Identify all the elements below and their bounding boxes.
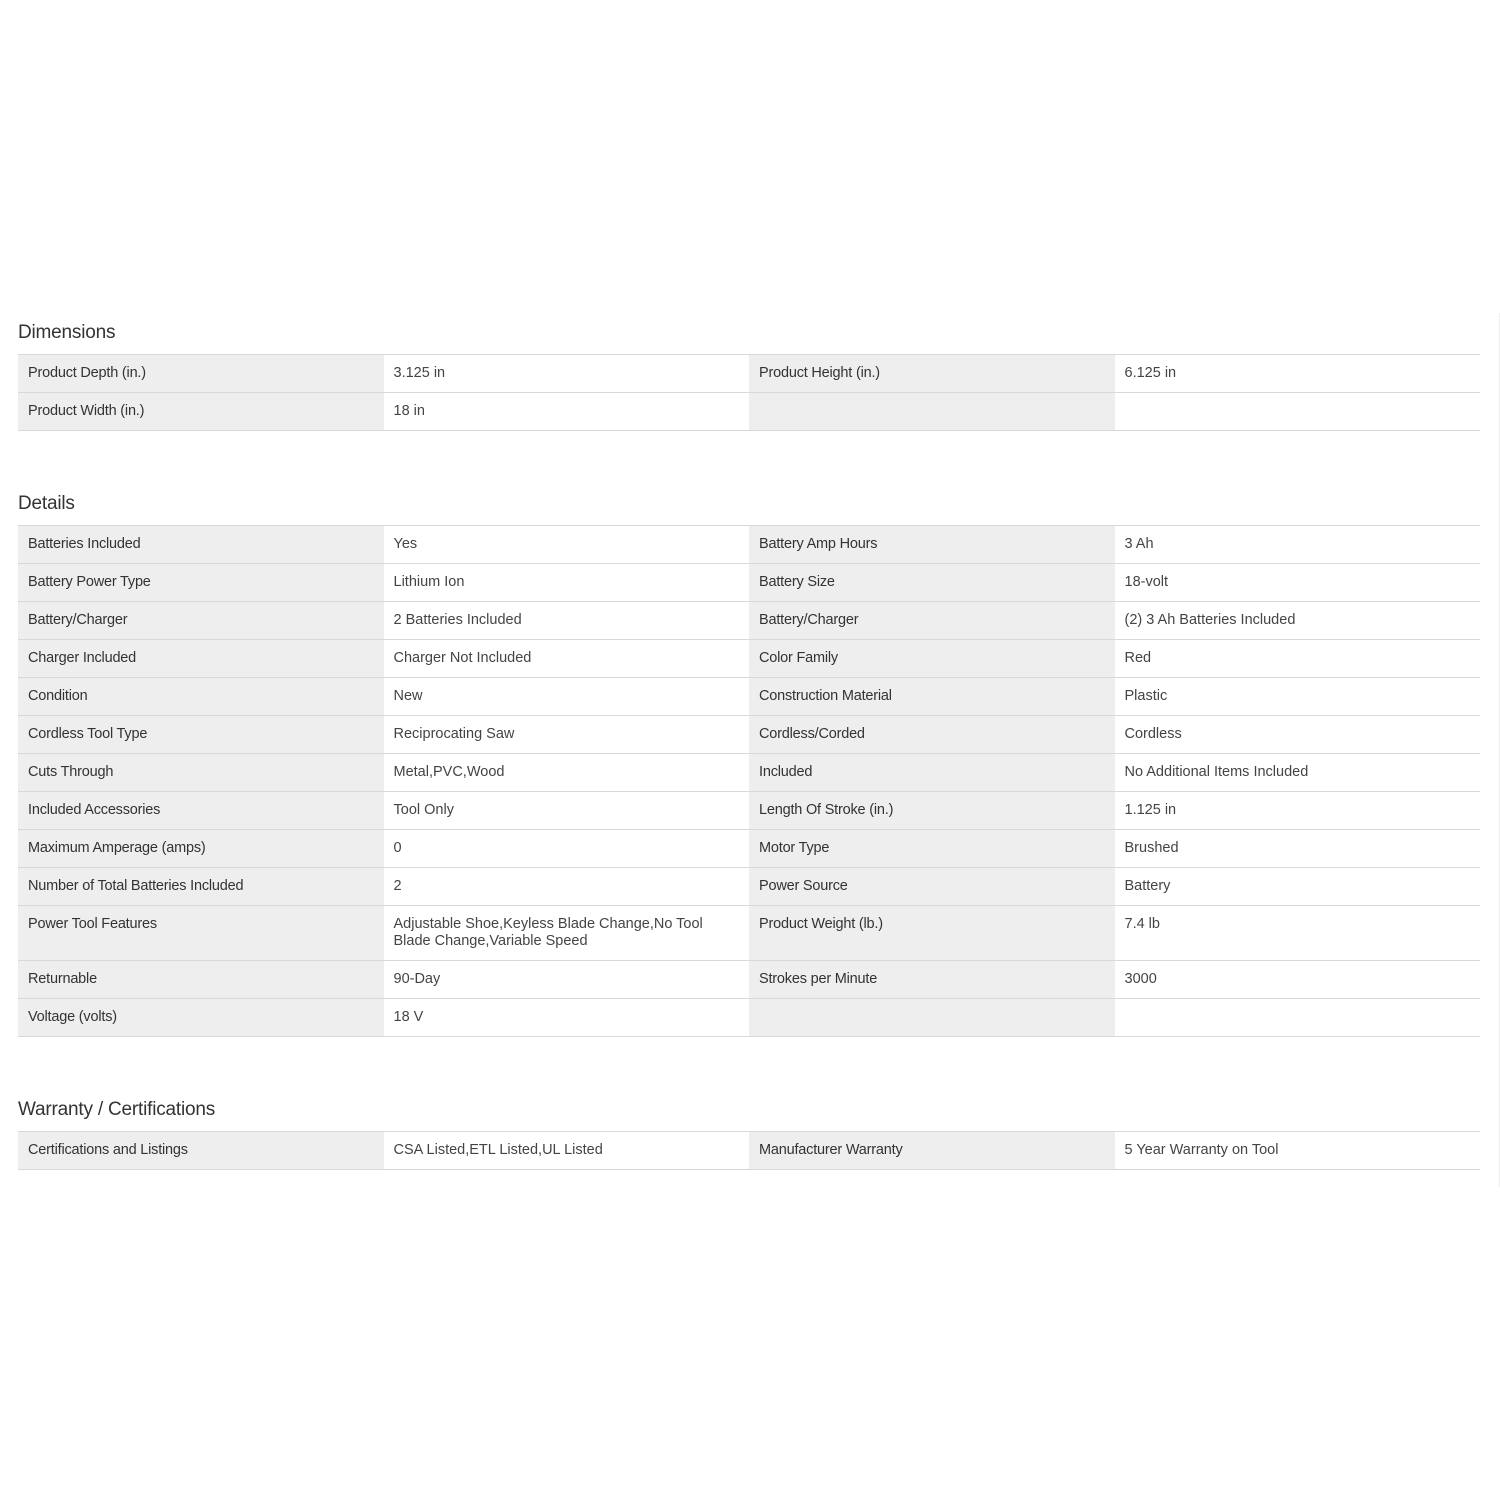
table-row (18, 961, 1480, 999)
table-row (18, 678, 1480, 716)
spec-value: 18 V (384, 999, 750, 1037)
spec-label: Battery/Charger (749, 602, 1115, 640)
spec-label: Product Weight (lb.) (749, 906, 1115, 961)
spec-value: 3.125 in (384, 355, 750, 393)
spec-label: Number of Total Batteries Included (18, 868, 384, 906)
spec-value: Red (1115, 640, 1481, 678)
spec-label: Charger Included (18, 640, 384, 678)
details-section (18, 492, 1480, 1037)
warranty-section (18, 1098, 1480, 1170)
spec-value: 0 (384, 830, 750, 868)
spec-label: Cuts Through (18, 754, 384, 792)
spec-value: 3 Ah (1115, 526, 1481, 564)
spec-label: Battery Size (749, 564, 1115, 602)
spec-value: 5 Year Warranty on Tool (1115, 1132, 1481, 1170)
spec-label: Batteries Included (18, 526, 384, 564)
table-row (18, 868, 1480, 906)
table-row (18, 792, 1480, 830)
table-row (18, 602, 1480, 640)
table-row (18, 906, 1480, 961)
spec-value: 1.125 in (1115, 792, 1481, 830)
spec-value: 90-Day (384, 961, 750, 999)
section-title: Details (18, 493, 75, 514)
spec-value: Plastic (1115, 678, 1481, 716)
spec-label: Included (749, 754, 1115, 792)
spec-value: Tool Only (384, 792, 750, 830)
spec-label: Battery Amp Hours (749, 526, 1115, 564)
spec-value: 2 (384, 868, 750, 906)
spec-label: Cordless/Corded (749, 716, 1115, 754)
spec-label: Battery Power Type (18, 564, 384, 602)
table-row (18, 1132, 1480, 1170)
spec-label: Color Family (749, 640, 1115, 678)
spec-value: 18 in (384, 393, 750, 431)
spec-label: Construction Material (749, 678, 1115, 716)
spec-label: Strokes per Minute (749, 961, 1115, 999)
spec-label: Voltage (volts) (18, 999, 384, 1037)
table-row (18, 830, 1480, 868)
spec-label: Power Tool Features (18, 906, 384, 961)
spec-label: Maximum Amperage (amps) (18, 830, 384, 868)
dimensions-table (18, 354, 1480, 431)
spec-label: Included Accessories (18, 792, 384, 830)
spec-value: CSA Listed,ETL Listed,UL Listed (384, 1132, 750, 1170)
table-row (18, 526, 1480, 564)
spec-value: Battery (1115, 868, 1481, 906)
spec-label: Battery/Charger (18, 602, 384, 640)
spec-value: New (384, 678, 750, 716)
section-title: Warranty / Certifications (18, 1099, 216, 1120)
table-row (18, 716, 1480, 754)
spec-value: Lithium Ion (384, 564, 750, 602)
table-row (18, 640, 1480, 678)
spec-value: Adjustable Shoe,Keyless Blade Change,No Tool Blade Change,Variable Speed (384, 906, 750, 961)
spec-label (749, 999, 1115, 1037)
spec-label: Certifications and Listings (18, 1132, 384, 1170)
spec-value: Yes (384, 526, 750, 564)
spec-label: Manufacturer Warranty (749, 1132, 1115, 1170)
spec-label: Product Depth (in.) (18, 355, 384, 393)
spec-value: 3000 (1115, 961, 1481, 999)
spec-value: 6.125 in (1115, 355, 1481, 393)
spec-label: Length Of Stroke (in.) (749, 792, 1115, 830)
spec-value: Brushed (1115, 830, 1481, 868)
spec-value (1115, 393, 1481, 431)
table-row (18, 754, 1480, 792)
table-row (18, 393, 1480, 431)
spec-label: Motor Type (749, 830, 1115, 868)
spec-label: Product Height (in.) (749, 355, 1115, 393)
spec-value: 18-volt (1115, 564, 1481, 602)
spec-label (749, 393, 1115, 431)
spec-value: No Additional Items Included (1115, 754, 1481, 792)
spec-value: 2 Batteries Included (384, 602, 750, 640)
dimensions-section (18, 321, 1480, 431)
spec-label: Power Source (749, 868, 1115, 906)
spec-value: Metal,PVC,Wood (384, 754, 750, 792)
spec-value (1115, 999, 1481, 1037)
spec-label: Returnable (18, 961, 384, 999)
spec-label: Condition (18, 678, 384, 716)
table-row (18, 999, 1480, 1037)
warranty-table (18, 1131, 1480, 1170)
spec-label: Product Width (in.) (18, 393, 384, 431)
spec-value: 7.4 lb (1115, 906, 1481, 961)
specifications-panel (0, 313, 1500, 1187)
spec-value: Cordless (1115, 716, 1481, 754)
table-row (18, 564, 1480, 602)
spec-value: Reciprocating Saw (384, 716, 750, 754)
spec-label: Cordless Tool Type (18, 716, 384, 754)
spec-value: (2) 3 Ah Batteries Included (1115, 602, 1481, 640)
spec-value: Charger Not Included (384, 640, 750, 678)
table-row (18, 355, 1480, 393)
section-title: Dimensions (18, 322, 116, 343)
details-table (18, 525, 1480, 1037)
